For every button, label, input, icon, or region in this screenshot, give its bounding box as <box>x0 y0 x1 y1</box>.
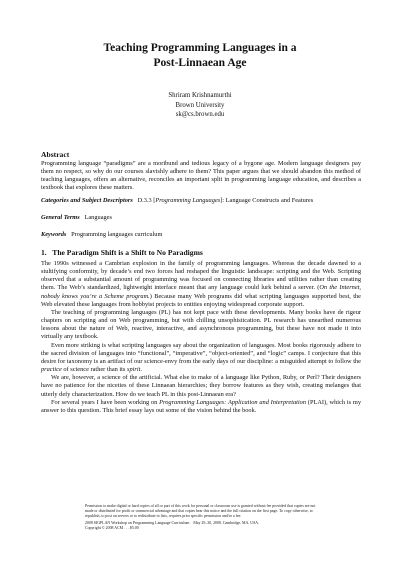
section-1-paragraph-1 <box>41 260 361 309</box>
p5-text-italic: Programming Languages: Application and Interpretation <box>159 398 307 406</box>
paper-title <box>0 41 400 71</box>
abstract-body <box>41 160 361 193</box>
section-1-paragraph-5 <box>41 399 361 415</box>
keywords-text: Programming languages curriculum <box>71 231 163 238</box>
title-line-2: Post-Linnaean Age <box>153 57 247 69</box>
section-1-body <box>41 260 361 415</box>
categories-label: Categories and Subject Descriptors <box>41 197 133 204</box>
keywords-line <box>41 231 361 239</box>
title-line-1: Teaching Programming Languages in a <box>103 42 297 54</box>
section-1-paragraph-2: The teaching of programming languages (PL) has not kept pace with these developments. Many books have de rigeur chapters on scripting and on Web programming, but with chilling unsophistication. PL research has unearthed numerous lessons about the nature of Web, reactive, interactive, and asynchronous programming, but these have not made it into virtually any textbook. <box>41 308 361 341</box>
terms-text: Languages <box>84 214 112 221</box>
abstract-heading: Abstract <box>41 150 70 159</box>
p3-text-b: of science rather than its <box>61 366 127 374</box>
permission-notice: Permission to make digital or hard copies of all or part of this work for personal or classroom use is granted without fee provided that copies are not made or distributed for profit or commercial advantage and that copies bear this notice and the full citation on the first page. To copy otherwise, to republish, to post on servers or to redistribute to lists, requires prior specific permission and/or a fee. <box>85 504 316 519</box>
p5-text-b: (PLAI), which is my answer to this question. This brief essay lays out some of the vision behind the book. <box>41 398 361 414</box>
p3-text-c: . <box>140 366 142 374</box>
keywords-label: Keywords <box>41 231 67 238</box>
p1-text-a: The 1990s witnessed a Cambrian explosion in the family of programming languages. Whereas the decade dawned to a stultifying conformity, by decade’s end two forces had reshaped the linguistic landscape: scripting and the Web. Scripting observed that a substantial amount of programming was focused on connecting libraries and utilities rather than creating them. The Web’s standardized, lightweight interface meant that any language could lurk behind a server. ( <box>41 260 361 292</box>
categories-text-italic: Programming Languages <box>155 197 221 204</box>
p3-text-a: Even more striking is what scripting languages say about the organization of languages. Most books rigorously adhere to the sacred division of languages into “functional”, “imperative”, “object-oriented”, and “logic” camps. I conjecture that this desire for taxonomy is an artifact of our science-envy from the early days of our discipline: a misguided attempt to follow the <box>41 341 361 365</box>
p5-text-a: For several years I have been working on <box>51 398 160 406</box>
author-email: sk@cs.brown.edu <box>175 111 225 118</box>
terms-line <box>41 214 361 222</box>
copyright-line: Copyright © 2008 ACM . . . $5.00 <box>85 525 139 530</box>
section-1-paragraph-3 <box>41 342 361 375</box>
categories-text-post: ]: Language Constructs and Features <box>220 197 314 204</box>
categories-line <box>41 197 361 205</box>
section-1-paragraph-4: We are, however, a science of the artificial. What else to make of a language like Python, Ruby, or Perl? Their designers have no patience for the niceties of these Linnaean hierarchies; they borrow features as they wish, creating melanges that utterly defy characterization. How do we teach PL in this post-Linnaean era? <box>41 374 361 398</box>
section-1-heading: 1. The Paradigm Shift is a Shift to No Paradigms <box>41 248 203 257</box>
p3-text-italic-1: practice <box>41 366 62 374</box>
p1-text-italic: On the Internet, nobody knows you’re a Scheme program. <box>41 284 362 300</box>
p1-text-b: ) Because many Web programs did what scripting languages supported best, the Web elevated these languages from hobbyist projects to entities enjoying widespread corporate support. <box>41 292 361 308</box>
abstract-text: Programming language “paradigms” are a moribund and tedious legacy of a bygone age. Modern language designers pay them no respect, so why do our courses slavishly adhere to them? This paper argues that we should abandon this method of teaching languages, offers an alternative, reconciles an important split in programming language education, and describes a textbook that explores these matters. <box>41 160 361 192</box>
copyright-footnote <box>85 504 317 531</box>
categories-text-pre: D.3.3 [ <box>137 197 156 204</box>
terms-label: General Terms <box>41 214 80 221</box>
venue-line: 2008 SIGPLAN Workshop on Programming Language Curriculum May 29–30, 2008, Cambridge, MA, USA. <box>85 520 260 525</box>
author-affiliation: Brown University <box>175 102 225 109</box>
author-name: Shriram Krishnamurthi <box>168 92 232 99</box>
p3-text-italic-2: spirit <box>126 366 141 374</box>
